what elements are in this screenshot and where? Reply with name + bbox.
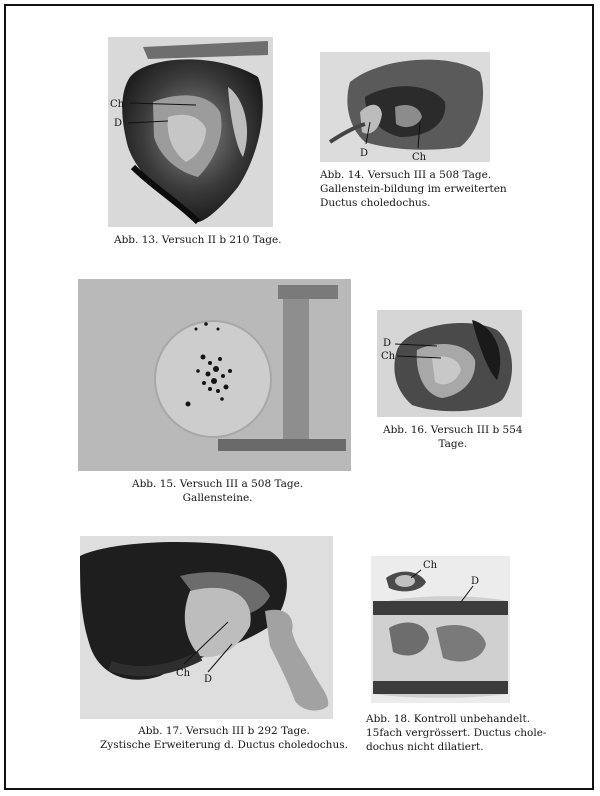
- figure-13-label-d: D: [114, 118, 123, 129]
- figure-18-caption: [366, 712, 546, 754]
- figure-14-label-d: D: [360, 148, 369, 159]
- figure-15-photo: [78, 279, 351, 471]
- figure-14-caption: [320, 168, 507, 210]
- figure-16-caption-line-1: Abb. 16. Versuch III b 554: [383, 424, 523, 436]
- figure-14-caption-line-2: Gallenstein-bildung im erweiterten: [320, 183, 507, 195]
- figure-13-label-ch: Ch: [110, 99, 125, 110]
- figure-14-caption-line-1: Abb. 14. Versuch III a 508 Tage.: [320, 169, 492, 181]
- figure-18-caption-line-2: 15fach vergrössert. Ductus chole-: [366, 727, 547, 739]
- figure-17-photo: [80, 536, 333, 719]
- figure-16-label-d: D: [383, 338, 392, 349]
- figure-18-caption-line-3: dochus nicht dilatiert.: [366, 741, 484, 753]
- figure-17-caption-line-1: Abb. 17. Versuch III b 292 Tage.: [138, 725, 310, 737]
- figure-14-caption-line-3: Ductus choledochus.: [320, 197, 431, 209]
- figure-16-photo: [377, 310, 522, 417]
- figure-14-photo: [320, 52, 490, 162]
- figure-18-label-ch: Ch: [423, 560, 438, 571]
- figure-13-photo: [108, 37, 273, 227]
- figure-14-label-ch: Ch: [412, 152, 427, 162]
- figure-18-caption-line-1: Abb. 18. Kontroll unbehandelt.: [366, 713, 531, 725]
- figure-18-photo: [371, 556, 510, 703]
- figure-18-label-d: D: [471, 576, 480, 587]
- figure-16-caption-line-2: Tage.: [438, 438, 468, 450]
- figure-17-caption: [100, 724, 348, 752]
- figure-15-caption: [132, 477, 303, 505]
- figure-17-caption-line-2: Zystische Erweiterung d. Ductus choledochus.: [100, 739, 348, 751]
- figure-13-caption-text: Abb. 13. Versuch II b 210 Tage.: [114, 234, 282, 246]
- figure-13-caption: [114, 233, 282, 247]
- figure-16-caption: [383, 423, 523, 451]
- figure-15-caption-line-2: Gallensteine.: [182, 492, 253, 504]
- figure-15-caption-line-1: Abb. 15. Versuch III a 508 Tage.: [132, 478, 304, 490]
- figure-17-label-ch: Ch: [176, 668, 191, 679]
- figure-17-label-d: D: [204, 674, 213, 685]
- figure-16-label-ch: Ch: [381, 351, 396, 362]
